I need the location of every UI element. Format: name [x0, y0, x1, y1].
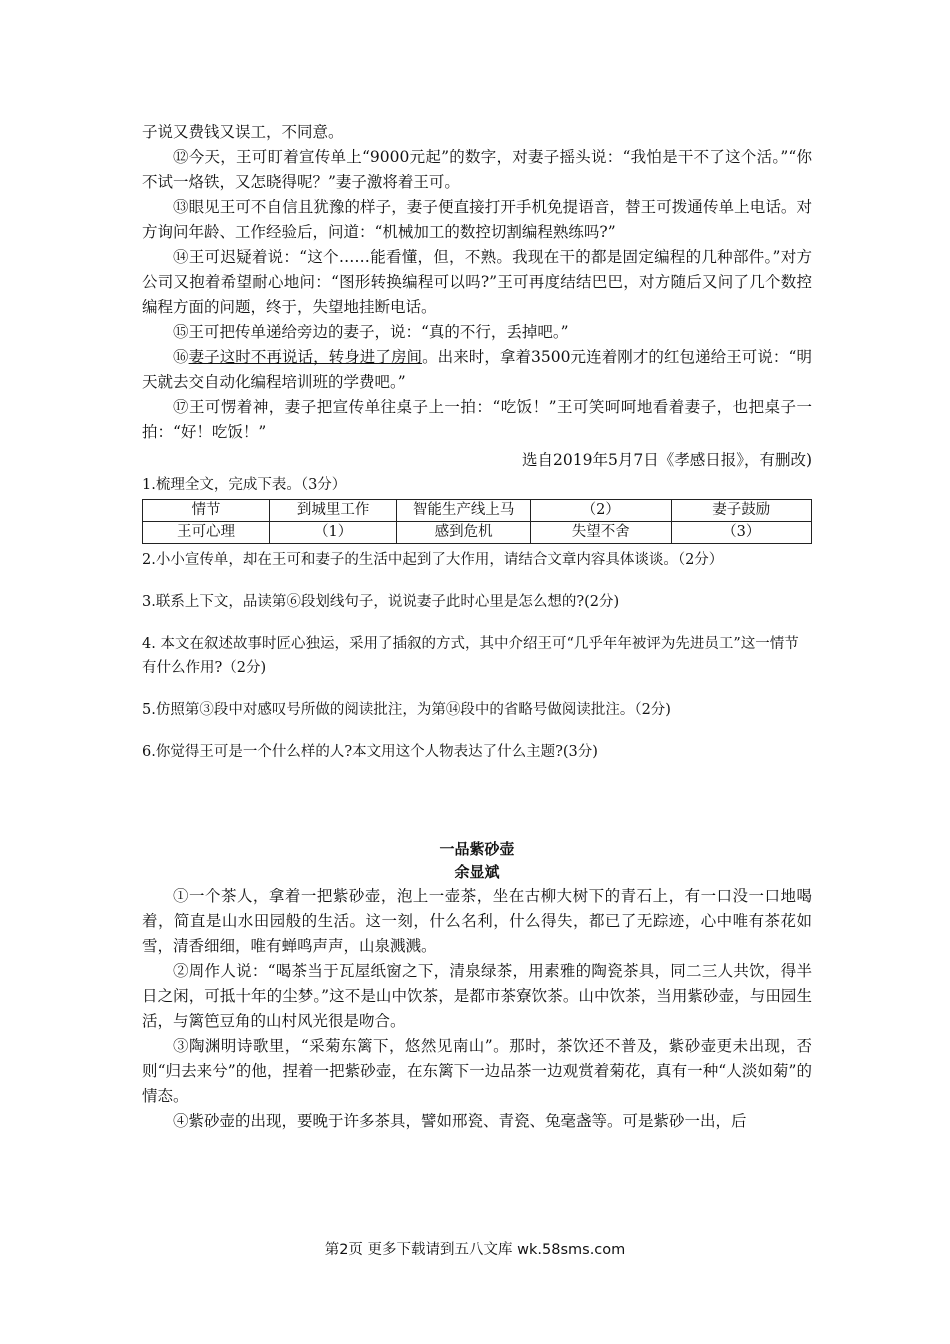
paragraph-15: ⑮王可把传单递给旁边的妻子，说：“真的不行，丢掉吧。”: [173, 323, 569, 341]
question-5: 5.仿照第③段中对感叹号所做的阅读批注，为第⑭段中的省略号做阅读批注。（2分): [142, 702, 671, 718]
article-paragraph-4: ④紫砂壶的出现，要晚于许多茶具，譬如邢瓷、青瓷、兔毫盏等。可是紫砂一出，后: [173, 1112, 747, 1130]
article-author: 余显斌: [454, 863, 500, 881]
paragraph-14: ⑭王可迟疑着说：“这个……能看懂，但，不熟。我现在干的都是固定编程的几种部件。”对方公司又抱着希望耐心地问：“图形转换编程可以吗?”王可再度结结巴巴，对方随后又问了几个数控编程方面的问题，终于，失望地挂断电话。: [142, 248, 812, 316]
plot-table: [142, 499, 812, 544]
table-cell: 妻子鼓励: [671, 500, 812, 522]
paragraph-16-rest: 。出来时，拿着3500元连着刚才的红包递给王可说：“明天就去交自动化编程培训班的学费吧。”: [142, 348, 812, 391]
article-paragraph-3: ③陶渊明诗歌里，“采菊东篱下，悠然见南山”。那时，茶饮还不普及，紫砂壶更未出现，否则“归去来兮”的他，捏着一把紫砂壶，在东篱下一边品茶一边观赏着菊花，真有一种“人淡如菊”的情态。: [142, 1037, 812, 1105]
table-cell: 到城里工作: [270, 500, 397, 522]
table-cell: （2）: [531, 500, 671, 522]
article-title: 一品紫砂壶: [439, 840, 515, 858]
table-cell: 王可心理: [143, 522, 270, 544]
paragraph-12: ⑫今天，王可盯着宣传单上“9000元起”的数字，对妻子摇头说：“我怕是干不了这个活。”“你不试一烙铁，又怎晓得呢？”妻子激将着王可。: [142, 148, 812, 191]
question-1: 1.梳理全文，完成下表。（3分）: [142, 477, 347, 493]
question-4: 4. 本文在叙述故事时匠心独运，采用了插叙的方式，其中介绍王可“几乎年年被评为先进员工”这一情节有什么作用?（2分): [142, 636, 799, 676]
article-paragraph-1: ①一个茶人，拿着一把紫砂壶，泡上一壶茶，坐在古柳大树下的青石上，有一口没一口地喝着，简直是山水田园般的生活。这一刻，什么名利，什么得失，都已了无踪迹，心中唯有茶花如雪，清香细细，唯有蝉鸣声声，山泉溅溅。: [142, 887, 812, 955]
page-content: [142, 120, 812, 1134]
page-footer: 第2页 更多下载请到五八文库 wk.58sms.com: [324, 1242, 626, 1258]
paragraph-13: ⑬眼见王可不自信且犹豫的样子，妻子便直接打开手机免提语音，替王可拨通传单上电话。对方询问年龄、工作经验后，问道：“机械加工的数控切割编程熟练吗?”: [142, 198, 812, 241]
table-cell: 失望不舍: [531, 522, 671, 544]
table-cell: 感到危机: [397, 522, 531, 544]
paragraph-16-number: ⑯: [173, 348, 189, 366]
paragraph-16: [142, 345, 812, 395]
table-row: [143, 522, 812, 544]
table-cell: （3）: [671, 522, 812, 544]
source-citation: 选自2019年5月7日《孝感日报》，有删改): [522, 451, 812, 469]
table-cell: 智能生产线上马: [397, 500, 531, 522]
question-2: 2.小小宣传单，却在王可和妻子的生活中起到了大作用，请结合文章内容具体谈谈。（2分）: [142, 552, 724, 568]
paragraph-17: ⑰王可愣着神，妻子把宣传单往桌子上一拍：“吃饭！”王可笑呵呵地看着妻子，也把桌子一拍：“好！吃饭！”: [142, 398, 812, 441]
article-paragraph-2: ②周作人说：“喝茶当于瓦屋纸窗之下，清泉绿茶，用素雅的陶瓷茶具，同二三人共饮，得半日之闲，可抵十年的尘梦。”这不是山中饮茶，是都市茶寮饮茶。山中饮茶，当用紫砂壶，与田园生活，与篱笆豆角的山村风光很是吻合。: [142, 962, 812, 1030]
table-cell: 情节: [143, 500, 270, 522]
question-6: 6.你觉得王可是一个什么样的人?本文用这个人物表达了什么主题?(3分): [142, 744, 598, 760]
underlined-sentence: 妻子这时不再说话，转身进了房间: [188, 348, 423, 366]
table-cell: （1）: [270, 522, 397, 544]
table-row: [143, 500, 812, 522]
paragraph-11-tail: 子说又费钱又误工，不同意。: [142, 123, 344, 141]
question-3: 3.联系上下文，品读第⑥段划线句子，说说妻子此时心里是怎么想的?(2分): [142, 594, 620, 610]
